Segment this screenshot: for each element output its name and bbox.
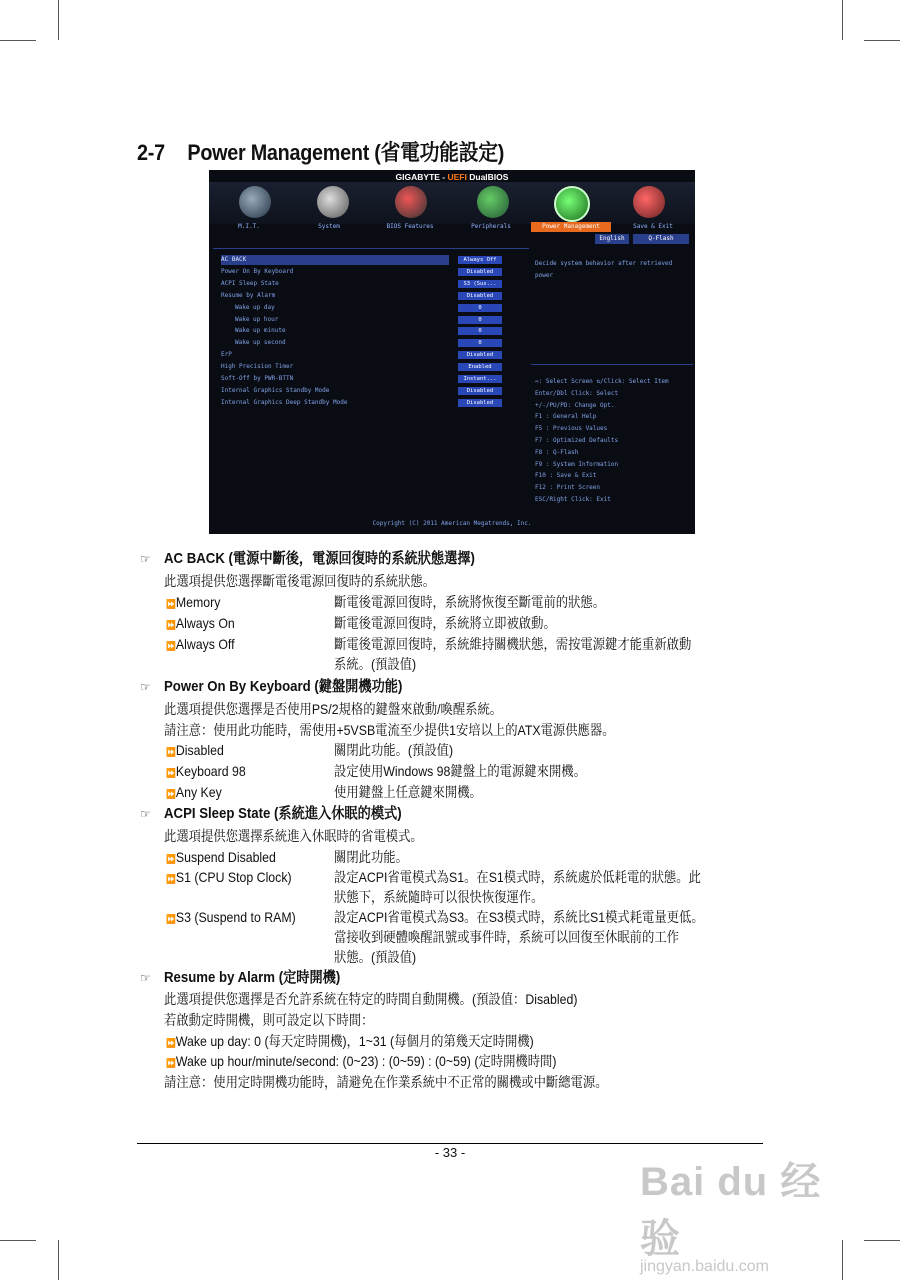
double-arrow-icon: ⏩: [166, 641, 176, 651]
option-label: Always On: [175, 615, 235, 631]
bios-setting-row[interactable]: [221, 350, 521, 360]
bullet-line: [166, 1052, 556, 1072]
setting-label: Wake up hour: [235, 315, 279, 323]
paragraph: 此選項提供您選擇系統進入休眠時的省電模式。: [164, 828, 423, 844]
setting-label: High Precision Timer: [221, 363, 294, 371]
tab-bios-features[interactable]: BIOS Features: [386, 223, 434, 230]
setting-value[interactable]: 0: [458, 316, 502, 324]
crop-mark: [0, 40, 36, 41]
english-button[interactable]: English: [595, 234, 629, 244]
bios-setting-row[interactable]: [221, 326, 521, 336]
setting-label: Wake up day: [235, 303, 275, 311]
double-arrow-icon: ⏩: [166, 874, 176, 884]
setting-label: Soft-Off by PWR-BTTN: [221, 375, 294, 382]
option-name: [166, 783, 222, 803]
double-arrow-icon: ⏩: [166, 914, 176, 924]
peripherals-icon[interactable]: [477, 186, 509, 218]
option-name: [166, 908, 296, 928]
key-help-line: ⇔: Select Screen ⇅/Click: Select Item: [535, 378, 669, 385]
settings-panel: [213, 248, 529, 511]
brand-prefix: GIGABYTE -: [395, 172, 448, 182]
pointing-hand-icon: ☞: [140, 971, 151, 985]
bios-setting-row[interactable]: [221, 362, 521, 372]
bios-tab-bar: [209, 222, 695, 234]
item-heading: Power On By Keyboard (鍵盤開機功能): [164, 678, 403, 695]
option-name: [166, 614, 235, 634]
option-label: S3 (Suspend to RAM): [175, 909, 296, 925]
help-text: Decide system behavior after retrieved power: [535, 260, 673, 279]
option-name: [166, 848, 276, 868]
bios-setting-row[interactable]: [221, 291, 521, 301]
double-arrow-icon: ⏩: [166, 620, 176, 630]
setting-label: ErP: [221, 351, 232, 359]
option-description: 斷電後電源回復時，系統將立即被啟動。: [334, 615, 556, 631]
option-description: 斷電後電源回復時，系統維持關機狀態，需按電源鍵才能重新啟動: [334, 636, 692, 652]
watermark-brand: Bai du 经验: [640, 1160, 822, 1261]
option-description: 關閉此功能。: [334, 849, 408, 865]
brand-uefi: UEFI: [447, 172, 467, 182]
key-help-line: F1 : General Help: [535, 413, 597, 421]
bios-setting-row[interactable]: [221, 386, 521, 396]
qflash-button[interactable]: Q-Flash: [633, 234, 689, 244]
double-arrow-icon: ⏩: [166, 1038, 176, 1048]
page-number: - 33 -: [434, 1145, 466, 1160]
watermark-url: jingyan.baidu.com: [640, 1258, 769, 1275]
paragraph: 此選項提供您選擇斷電後電源回復時的系統狀態。: [164, 573, 436, 589]
exit-icon[interactable]: [633, 186, 665, 218]
double-arrow-icon: ⏩: [166, 768, 176, 778]
bios-setting-row[interactable]: [221, 338, 521, 348]
double-arrow-icon: ⏩: [166, 747, 176, 757]
paragraph: 此選項提供您選擇是否使用PS/2規格的鍵盤來啟動/喚醒系統。: [164, 701, 503, 717]
bios-setting-row[interactable]: [221, 315, 521, 325]
setting-value[interactable]: Disabled: [458, 399, 502, 407]
option-description: 斷電後電源回復時，系統將恢復至斷電前的狀態。: [334, 594, 606, 610]
power-icon[interactable]: [554, 186, 590, 222]
pointing-hand-icon: ☞: [140, 680, 151, 694]
option-label: Always Off: [175, 636, 235, 652]
option-label: Suspend Disabled: [175, 849, 276, 865]
crop-mark: [58, 1240, 59, 1280]
chip-icon[interactable]: [395, 186, 427, 218]
paragraph: 此選項提供您選擇是否允許系統在特定的時間自動開機。(預設值：Disabled): [164, 991, 578, 1007]
section-number: 2-7: [137, 140, 165, 165]
description-continuation: 當接收到硬體喚醒訊號或事件時，系統可以回復至休眠前的工作: [334, 929, 679, 945]
item-heading: AC BACK (電源中斷後，電源回復時的系統狀態選擇): [164, 550, 475, 567]
setting-value[interactable]: Enabled: [458, 363, 502, 371]
setting-label: AC BACK: [221, 255, 449, 265]
help-panel: [531, 254, 693, 510]
setting-value[interactable]: Disabled: [458, 351, 502, 359]
option-label: Keyboard 98: [175, 763, 246, 779]
bios-icon-row: [209, 182, 695, 224]
description-continuation: 系統。(預設值): [334, 656, 417, 672]
option-description: 使用鍵盤上任意鍵來開機。: [334, 784, 482, 800]
bullet-text: Wake up hour/minute/second: (0~23) : (0~59) : (0~59) (定時開機時間): [175, 1053, 557, 1069]
description-continuation: 狀態下，系統隨時可以很快恢復運作。: [334, 889, 544, 905]
option-name: [166, 868, 292, 888]
bios-copyright: Copyright (C) 2011 American Megatrends, Inc.: [372, 520, 532, 527]
bios-setting-row[interactable]: [221, 279, 521, 289]
option-label: Memory: [175, 594, 221, 610]
bios-setting-row[interactable]: [221, 303, 521, 313]
bios-screenshot: [209, 170, 695, 534]
key-help-line: Enter/Dbl Click: Select: [535, 389, 619, 397]
paragraph: 請注意：使用此功能時，需使用+5VSB電流至少提供1安培以上的ATX電源供應器。: [164, 722, 615, 738]
bios-setting-row[interactable]: [221, 374, 521, 384]
setting-value[interactable]: Disabled: [458, 387, 502, 395]
item-heading: Resume by Alarm (定時開機): [164, 969, 341, 986]
bios-setting-row[interactable]: [221, 398, 521, 408]
baidu-watermark: [640, 1150, 860, 1275]
setting-value[interactable]: 0: [458, 339, 502, 347]
tab-peripherals[interactable]: Peripherals: [471, 223, 511, 230]
option-description: 設定ACPI省電模式為S3。在S3模式時，系統比S1模式耗電量更低。: [334, 909, 704, 925]
double-arrow-icon: ⏩: [166, 854, 176, 864]
crop-mark: [864, 1240, 900, 1241]
double-arrow-icon: ⏩: [166, 789, 176, 799]
key-help-line: +/-/PU/PD: Change Opt.: [535, 401, 615, 409]
bullet-line: [166, 1032, 534, 1052]
brand-suffix: DualBIOS: [466, 172, 509, 182]
speedometer-icon[interactable]: [239, 186, 271, 218]
setting-value[interactable]: S3 (Sus...: [458, 280, 502, 288]
option-name: [166, 762, 246, 782]
option-name: [166, 593, 220, 613]
key-help-line: F12 : Print Screen: [535, 484, 601, 492]
footer-rule: [137, 1143, 763, 1144]
bios-setting-row[interactable]: [221, 267, 521, 277]
tab-power-management[interactable]: Power Management: [531, 222, 611, 232]
setting-value[interactable]: Disabled: [458, 292, 502, 300]
setting-label: Resume by Alarm: [221, 291, 276, 299]
double-arrow-icon: ⏩: [166, 599, 176, 609]
setting-value[interactable]: Instant...: [458, 375, 502, 383]
key-help-line: F7 : Optimized Defaults: [535, 437, 619, 444]
option-description: 設定使用Windows 98鍵盤上的電源鍵來開機。: [334, 763, 586, 779]
key-help-line: ESC/Right Click: Exit: [535, 496, 611, 503]
setting-value[interactable]: Disabled: [458, 268, 502, 276]
crop-mark: [864, 40, 900, 41]
option-name: [166, 741, 224, 761]
tab-system[interactable]: System: [318, 223, 340, 230]
option-description: 設定ACPI省電模式為S1。在S1模式時，系統處於低耗電的狀態。此: [334, 869, 701, 885]
option-label: Any Key: [175, 784, 222, 800]
section-heading: Power Management (省電功能設定): [187, 140, 505, 165]
crop-mark: [58, 0, 59, 40]
key-help-line: F5 : Previous Values: [535, 425, 608, 433]
key-help-line: F10 : Save & Exit: [535, 472, 597, 480]
setting-value[interactable]: 0: [458, 327, 502, 335]
setting-value[interactable]: 0: [458, 304, 502, 312]
paragraph: 請注意：使用定時開機功能時，請避免在作業系統中不正常的關機或中斷總電源。: [164, 1074, 608, 1090]
option-label: Disabled: [175, 742, 224, 758]
setting-label: Wake up minute: [235, 327, 286, 335]
setting-label: ACPI Sleep State: [221, 279, 279, 287]
crop-mark: [0, 1240, 36, 1241]
section-title: [137, 136, 504, 167]
tab-mit[interactable]: M.I.T.: [238, 223, 260, 230]
setting-label: Internal Graphics Standby Mode: [221, 386, 330, 394]
crop-mark: [842, 0, 843, 40]
double-arrow-icon: ⏩: [166, 1058, 176, 1068]
paragraph: 若啟動定時開機，則可設定以下時間：: [164, 1012, 374, 1028]
tab-save-exit[interactable]: Save & Exit: [633, 223, 673, 230]
setting-label: Power On By Keyboard: [221, 267, 294, 275]
option-description: 關閉此功能。(預設值): [334, 742, 454, 758]
pointing-hand-icon: ☞: [140, 807, 151, 821]
description-continuation: 狀態。(預設值): [334, 949, 417, 965]
bios-brand: [209, 172, 695, 182]
setting-label: Wake up second: [235, 339, 286, 347]
setting-label: Internal Graphics Deep Standby Mode: [221, 398, 348, 406]
bios-setting-row[interactable]: [221, 255, 521, 265]
help-divider: [531, 364, 693, 365]
key-help-line: F8 : Q-Flash: [535, 448, 579, 456]
setting-value[interactable]: Always Off: [458, 256, 502, 264]
item-heading: ACPI Sleep State (系統進入休眠的模式): [164, 805, 402, 822]
option-label: S1 (CPU Stop Clock): [175, 869, 292, 885]
key-help-line: F9 : System Information: [535, 460, 619, 468]
bullet-text: Wake up day: 0 (每天定時開機)，1~31 (每個月的第幾天定時開機): [175, 1033, 534, 1049]
gears-icon[interactable]: [317, 186, 349, 218]
option-name: [166, 635, 235, 655]
pointing-hand-icon: ☞: [140, 552, 151, 566]
